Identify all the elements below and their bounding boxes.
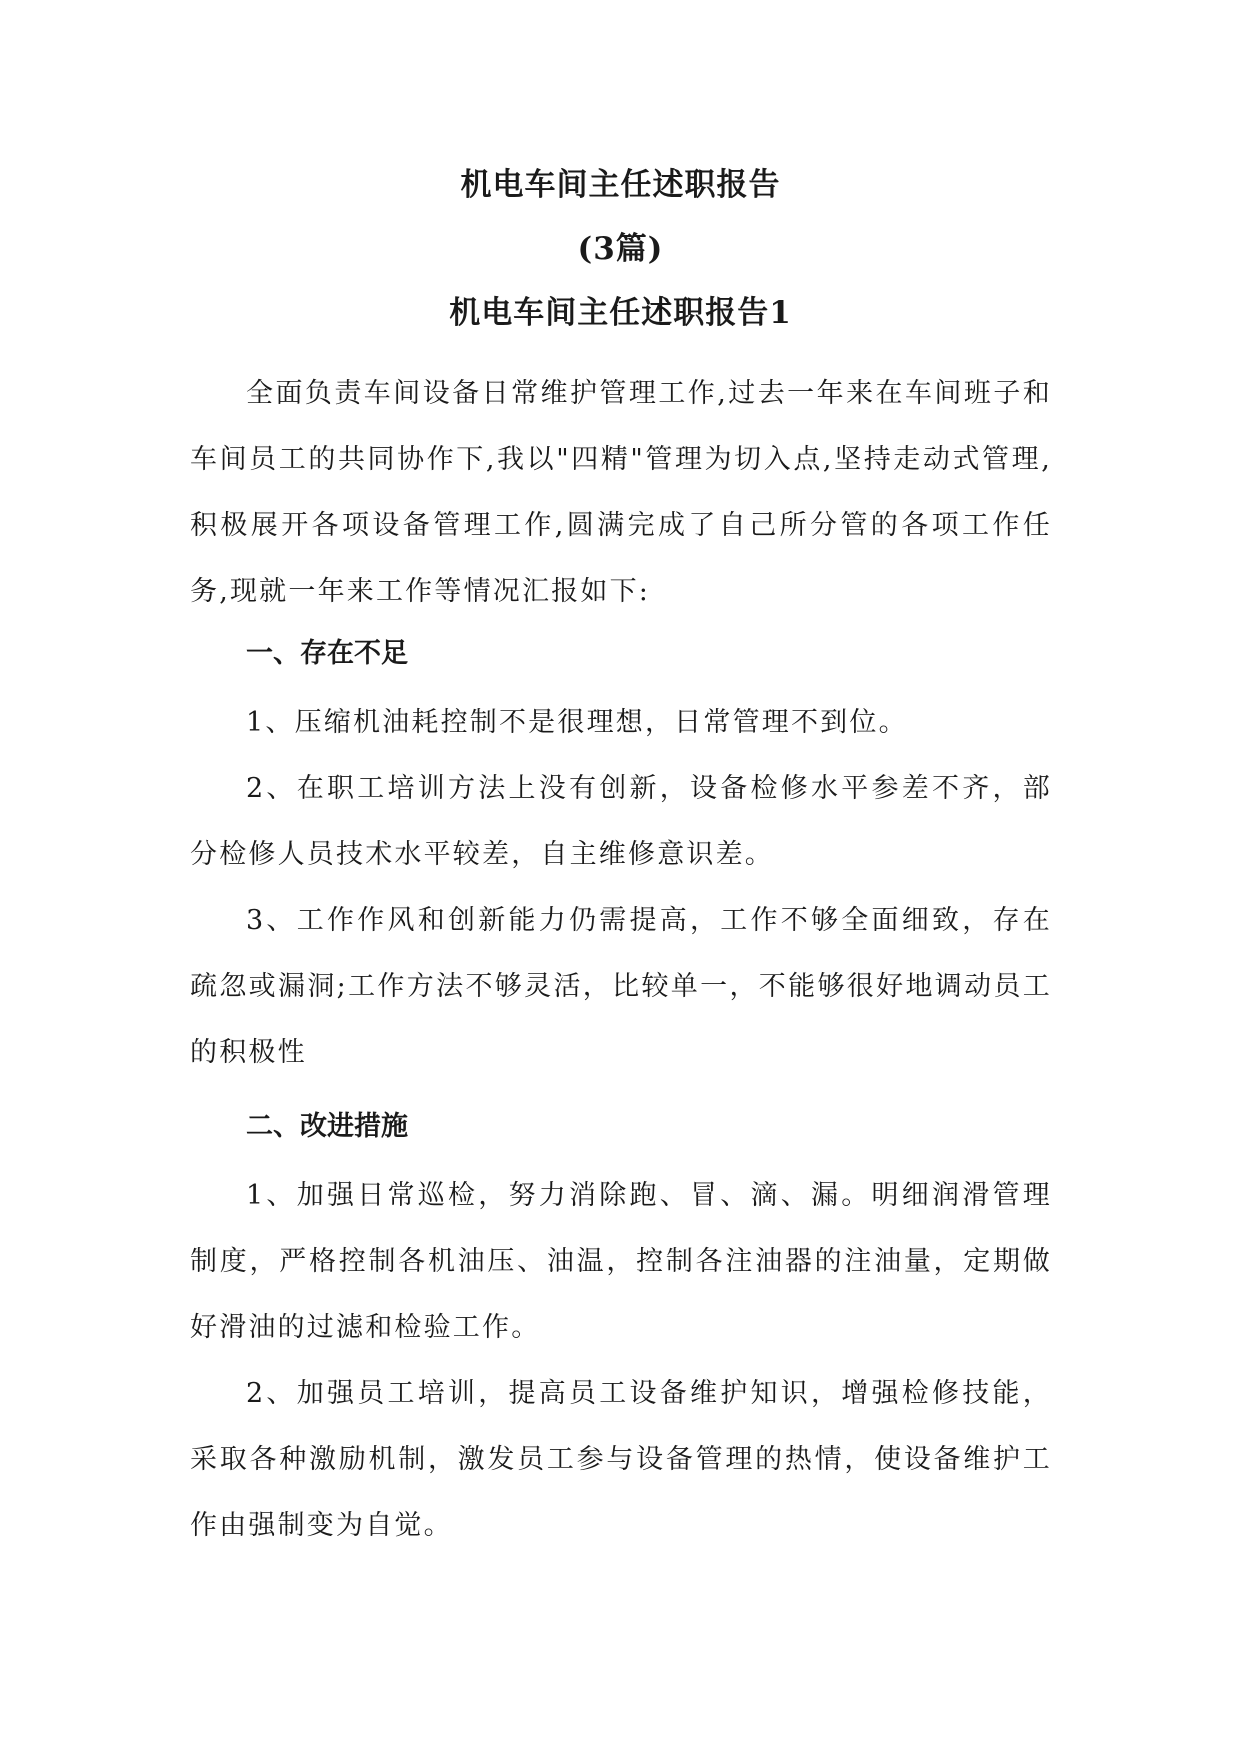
improvement-item-2: 2、加强员工培训，提高员工设备维护知识，增强检修技能，采取各种激励机制，激发员工参与设备管理的热情，使设备维护工作由强制变为自觉。 xyxy=(190,1378,1052,1541)
section-heading-improvements: 二、改进措施 xyxy=(246,1111,408,1142)
section-heading-shortcomings: 一、存在不足 xyxy=(246,638,408,669)
document-title: 机电车间主任述职报告 xyxy=(460,167,781,203)
shortcoming-item-3: 3、工作作风和创新能力仍需提高，工作不够全面细致，存在疏忽或漏洞;工作方法不够灵活，比较单一，不能够很好地调动员工的积极性 xyxy=(190,905,1052,1068)
shortcoming-item-1: 1、压缩机油耗控制不是很理想，日常管理不到位。 xyxy=(246,707,908,738)
report-title: 机电车间主任述职报告1 xyxy=(449,295,792,331)
improvement-item-1: 1、加强日常巡检，努力消除跑、冒、滴、漏。明细润滑管理制度，严格控制各机油压、油温，控制各注油器的注油量，定期做好滑油的过滤和检验工作。 xyxy=(190,1180,1052,1343)
intro-paragraph: 全面负责车间设备日常维护管理工作,过去一年来在车间班子和车间员工的共同协作下,我以"四精"管理为切入点,坚持走动式管理,积极展开各项设备管理工作,圆满完成了自己所分管的各项工作任务,现就一年来工作等情况汇报如下: xyxy=(190,378,1052,607)
shortcoming-item-2: 2、在职工培训方法上没有创新，设备检修水平参差不齐，部分检修人员技术水平较差，自主维修意识差。 xyxy=(190,773,1052,870)
document-subtitle: (3篇) xyxy=(577,231,664,267)
